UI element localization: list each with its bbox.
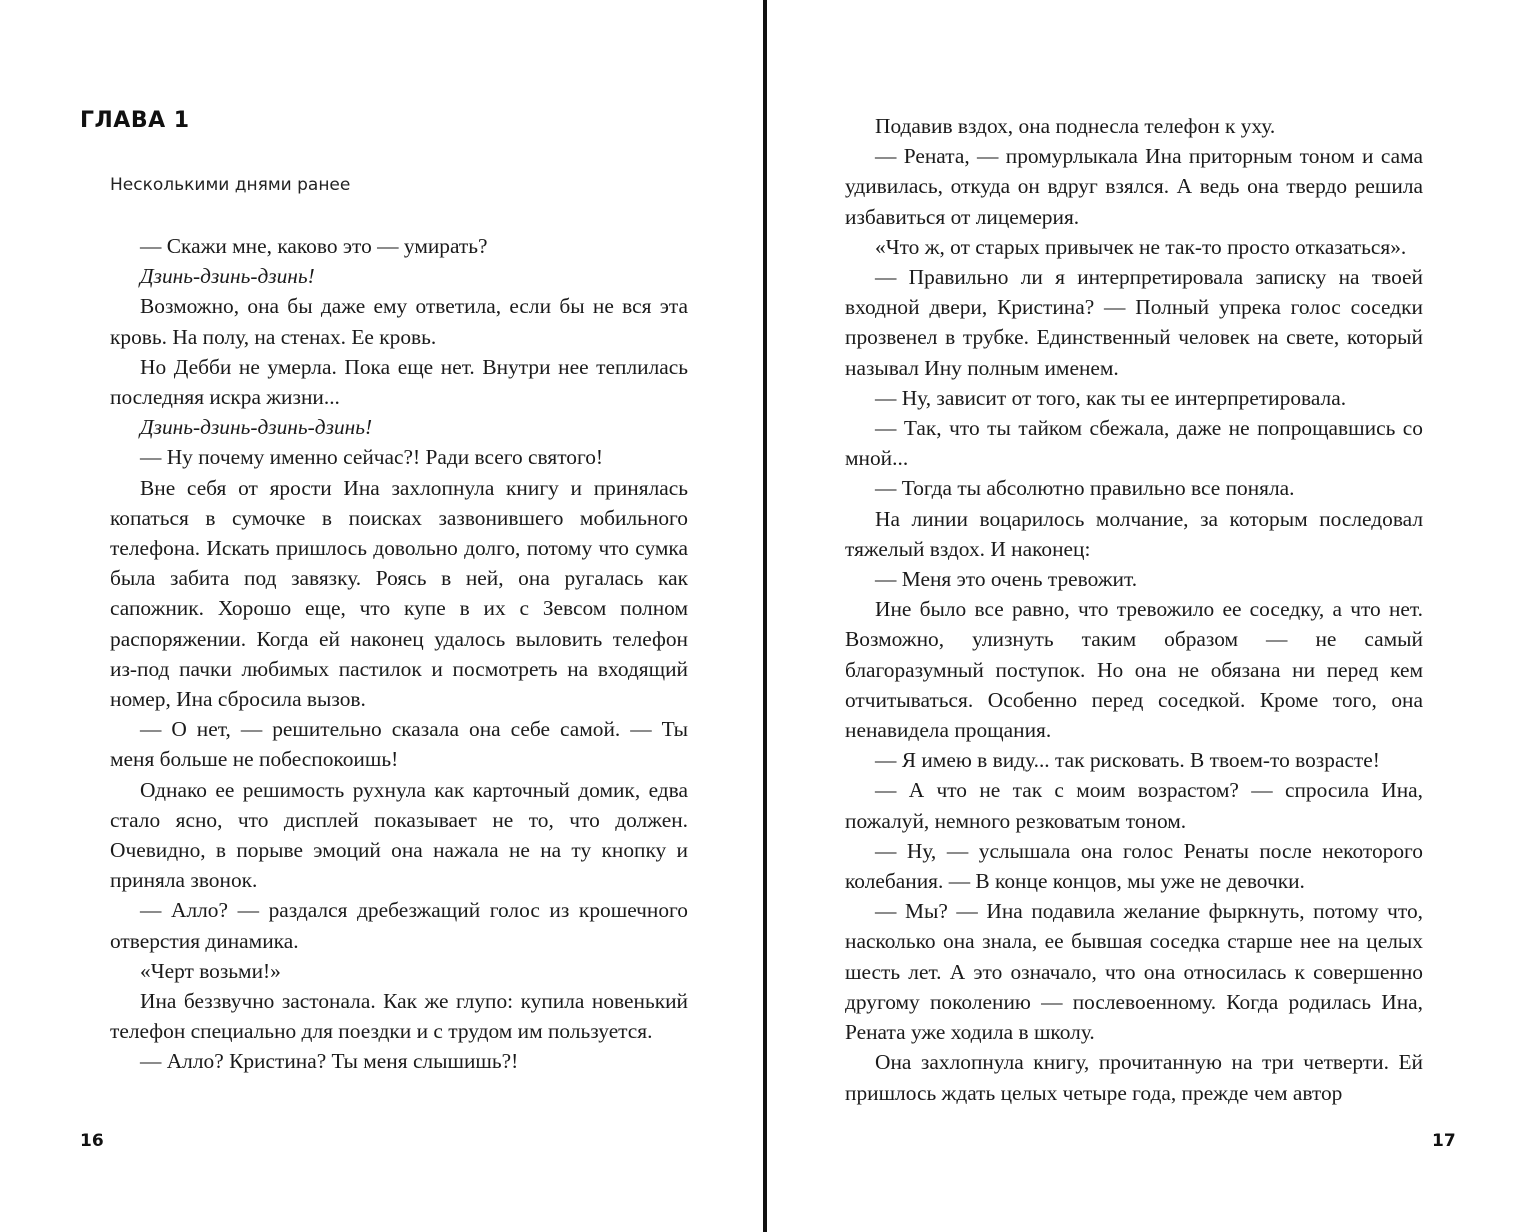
paragraph: Ина беззвучно застонала. Как же глупо: купила новенький телефон специально для поездки и с трудом им пользуется. [110, 989, 688, 1044]
paragraph: Ине было все равно, что тревожило ее соседку, а что нет. Возможно, улизнуть таким образом — не самый благоразумный поступок. Но она не обязана ни перед кем отчитываться. Особенно перед соседкой. Кроме того, она ненавидела прощания. [845, 597, 1423, 743]
paragraph: Возможно, она бы даже ему ответила, если бы не вся эта кровь. На полу, на стенах. Ее кровь. [110, 294, 688, 349]
left-page [0, 0, 763, 1232]
paragraph: Но Дебби не умерла. Пока еще нет. Внутри нее теплилась последняя искра жизни... [110, 354, 688, 410]
paragraph: — Правильно ли я интерпретировала записку на твоей входной двери, Кристина? — Полный упрека голос соседки прозвенел в трубке. Единственный человек на свете, который называл Ину полным именем. [845, 265, 1423, 380]
chapter-subtitle: Несколькими днями ранее [110, 175, 351, 195]
chapter-title: ГЛАВА 1 [80, 108, 190, 133]
paragraph: — Тогда ты абсолютно правильно все поняла. [875, 476, 1295, 501]
paragraph: — Алло? — раздался дребезжащий голос из крошечного отверстия динамика. [110, 898, 688, 953]
paragraph: — Ну, зависит от того, как ты ее интерпретировала. [875, 385, 1347, 410]
paragraph: — Ну, — услышала она голос Ренаты после некоторого колебания. — В конце концов, мы уже не девочки. [845, 838, 1423, 894]
paragraph: Она захлопнула книгу, прочитанную на три четверти. Ей пришлось ждать целых четыре года, прежде чем автор [845, 1050, 1423, 1105]
page-number-right: 17 [1432, 1131, 1456, 1151]
right-page-text [845, 111, 1423, 1108]
paragraph: — Меня это очень тревожит. [875, 567, 1138, 592]
paragraph: Подавив вздох, она поднесла телефон к уху. [875, 114, 1276, 138]
page-number-left: 16 [80, 1131, 104, 1151]
paragraph: — Ну почему именно сейчас?! Ради всего святого! [140, 445, 604, 470]
paragraph: На линии воцарилось молчание, за которым последовал тяжелый вздох. И наконец: [845, 506, 1423, 561]
paragraph: — Я имею в виду... так рисковать. В твоем-то возрасте! [875, 748, 1380, 773]
paragraph: Дзинь-дзинь-дзинь-дзинь! [140, 415, 373, 440]
paragraph: — Так, что ты тайком сбежала, даже не попрощавшись со мной... [845, 416, 1423, 471]
paragraph: Вне себя от ярости Ина захлопнула книгу и принялась копаться в сумочке в поисках зазвонившего мобильного телефона. Искать пришлось довольно долго, потому что сумка была забита под завязку. Роясь в ней, она ругалась как сапожник. Хорошо еще, что купе в их с Зевсом полном распоряжении. Когда ей наконец удалось выловить телефон из-под пачки любимых пастилок и посмотреть на входящий номер, Ина сбросила вызов. [110, 475, 688, 712]
paragraph: — Скажи мне, каково это — умирать? [140, 234, 488, 258]
right-page [767, 0, 1531, 1232]
paragraph: «Черт возьми!» [140, 958, 281, 983]
paragraph: «Что ж, от старых привычек не так-то просто отказаться». [875, 234, 1407, 259]
paragraph: Дзинь-дзинь-дзинь! [140, 264, 315, 289]
paragraph: — О нет, — решительно сказала она себе самой. — Ты меня больше не побеспокоишь! [110, 717, 688, 772]
paragraph: — Алло? Кристина? Ты меня слышишь?! [140, 1049, 519, 1074]
paragraph: — Рената, — промурлыкала Ина приторным тоном и сама удивилась, откуда он вдруг взялся. А ведь она твердо решила избавиться от лицемерия. [845, 144, 1423, 229]
paragraph: — А что не так с моим возрастом? — спросила Ина, пожалуй, немного резковатым тоном. [845, 778, 1423, 833]
paragraph: Однако ее решимость рухнула как карточный домик, едва стало ясно, что дисплей показывает не то, что должен. Очевидно, в порыве эмоций она нажала не на ту кнопку и приняла звонок. [110, 777, 688, 893]
paragraph: — Мы? — Ина подавила желание фыркнуть, потому что, насколько она знала, ее бывшая соседка старше нее на целых шесть лет. А это означало, что она относилась к совершенно другому поколению — послевоенному. Когда родилась Ина, Рената уже ходила в школу. [845, 899, 1423, 1045]
left-page-text [110, 231, 688, 1077]
